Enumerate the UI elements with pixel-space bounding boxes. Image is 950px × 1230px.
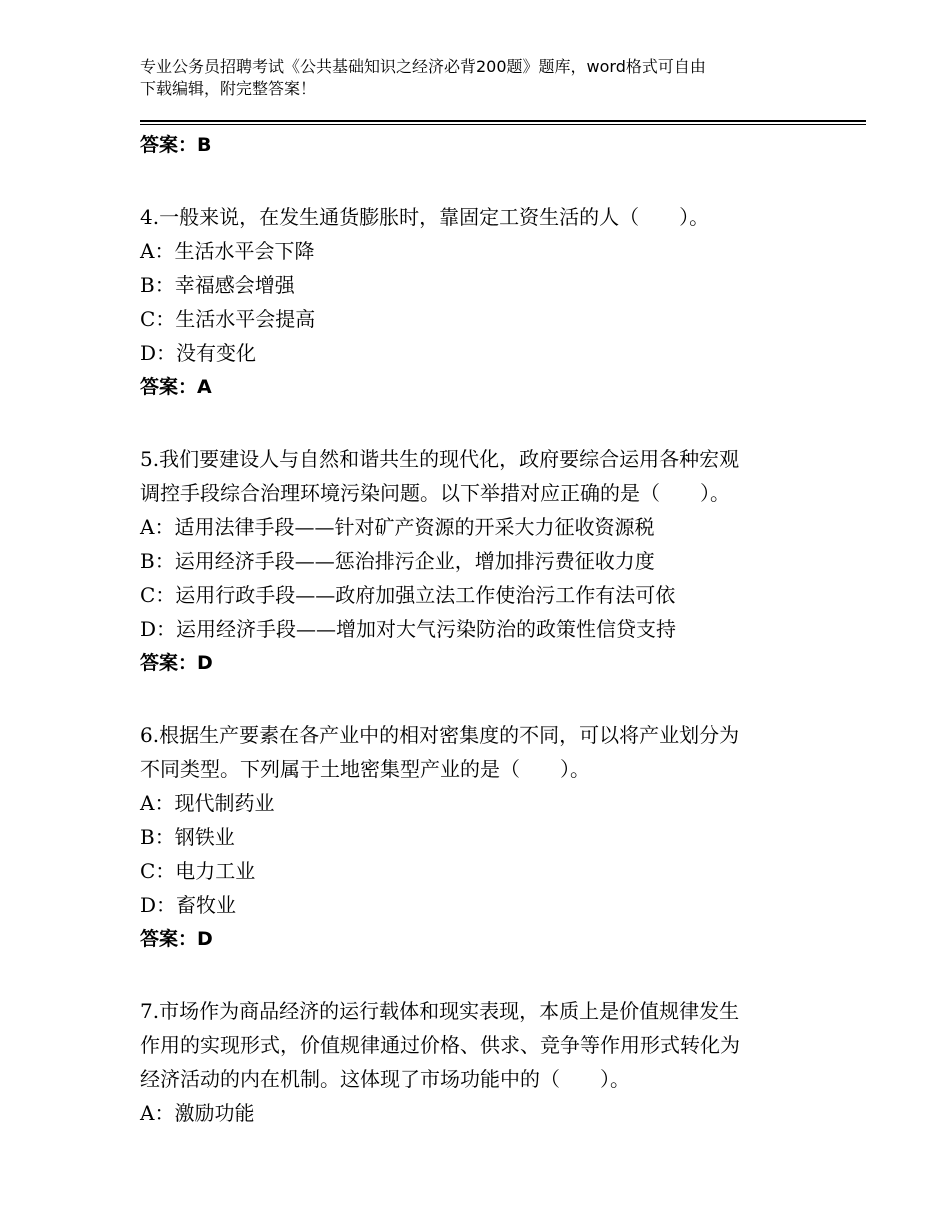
- header-rule-thick: [140, 120, 866, 122]
- option-b: B：运用经济手段——惩治排污企业，增加排污费征收力度: [140, 549, 655, 573]
- option-a: A：激励功能: [140, 1101, 255, 1125]
- stem-line: 5.我们要建设人与自然和谐共生的现代化，政府要综合运用各种宏观: [140, 447, 740, 471]
- option-d: D：没有变化: [140, 341, 257, 365]
- stem-line: 调控手段综合治理环境污染问题。以下举措对应正确的是（ ）。: [140, 481, 730, 505]
- question-4: [140, 200, 820, 404]
- header-line-1: 专业公务员招聘考试《公共基础知识之经济必背200题》题库，word格式可自由: [140, 57, 706, 76]
- stem-line: 作用的实现形式，价值规律通过价格、供求、竞争等作用形式转化为: [140, 1033, 740, 1057]
- header-line-2: 下载编辑，附完整答案！: [140, 79, 317, 98]
- option-a: A：生活水平会下降: [140, 239, 315, 263]
- stem-line: 7.市场作为商品经济的运行载体和现实表现，本质上是价值规律发生: [140, 999, 740, 1023]
- question-6: [140, 718, 820, 956]
- stem-line: 6.根据生产要素在各产业中的相对密集度的不同，可以将产业划分为: [140, 723, 740, 747]
- option-c: C：电力工业: [140, 859, 256, 883]
- stem-line: 经济活动的内在机制。这体现了市场功能中的（ ）。: [140, 1067, 630, 1091]
- answer: 答案：D: [140, 652, 213, 674]
- question-stem: [140, 200, 820, 234]
- stem-line: 不同类型。下列属于土地密集型产业的是（ ）。: [140, 757, 590, 781]
- question-stem: [140, 718, 820, 786]
- answer: 答案：A: [140, 376, 212, 398]
- answer-previous: 答案：B: [140, 134, 212, 156]
- option-b: B：钢铁业: [140, 825, 235, 849]
- document-header: [140, 56, 840, 100]
- question-stem: [140, 442, 820, 510]
- question-7: [140, 994, 820, 1130]
- answer: 答案：D: [140, 928, 213, 950]
- option-b: B：幸福感会增强: [140, 273, 295, 297]
- option-a: A：适用法律手段——针对矿产资源的开采大力征收资源税: [140, 515, 655, 539]
- option-c: C：生活水平会提高: [140, 307, 316, 331]
- question-5: [140, 442, 820, 680]
- option-d: D：畜牧业: [140, 893, 237, 917]
- question-stem: [140, 994, 820, 1096]
- option-a: A：现代制药业: [140, 791, 275, 815]
- question-content: [140, 124, 820, 1130]
- option-d: D：运用经济手段——增加对大气污染防治的政策性信贷支持: [140, 617, 677, 641]
- stem-line: 4.一般来说，在发生通货膨胀时，靠固定工资生活的人（ ）。: [140, 205, 710, 229]
- option-c: C：运用行政手段——政府加强立法工作使治污工作有法可依: [140, 583, 676, 607]
